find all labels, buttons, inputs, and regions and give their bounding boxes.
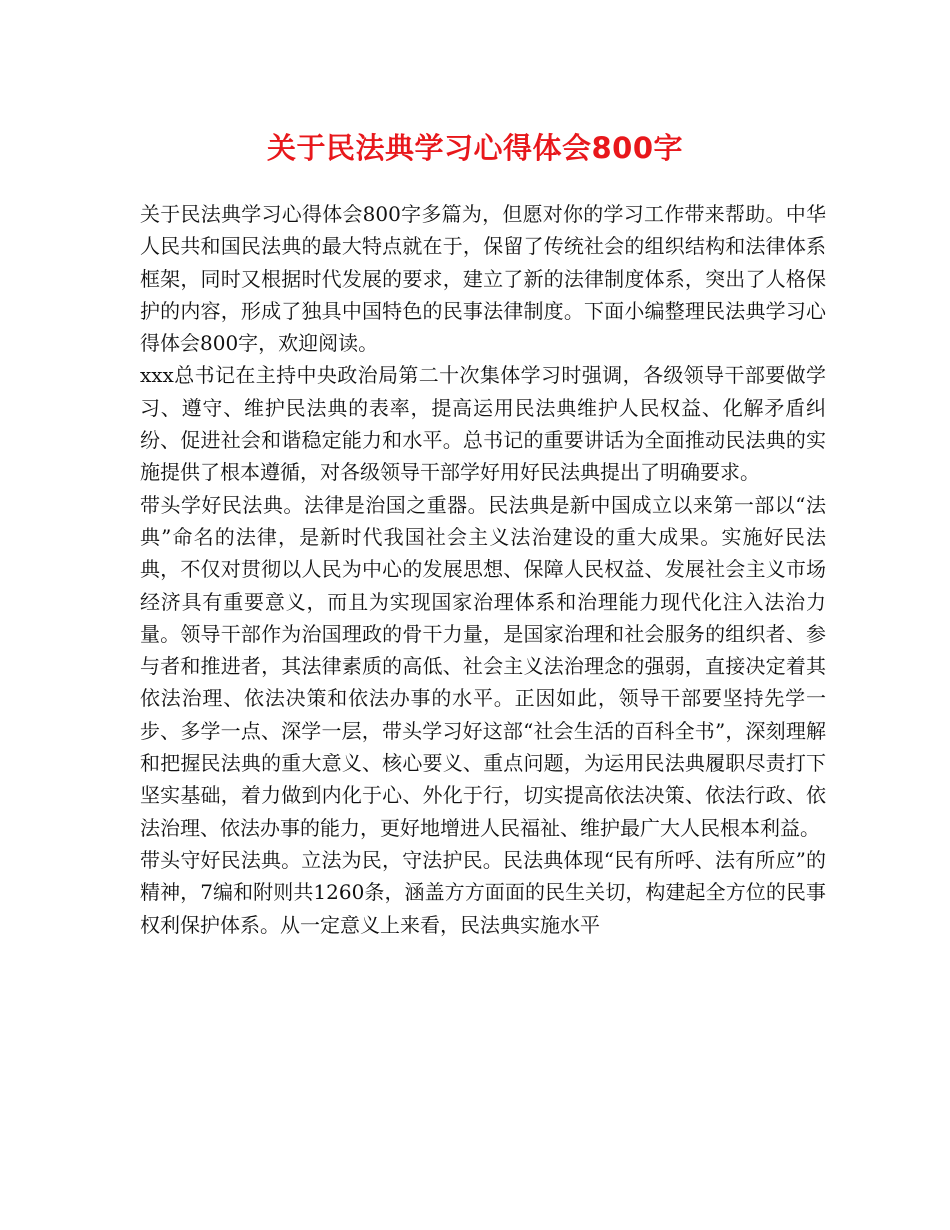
document-title: 关于民法典学习心得体会800字 xyxy=(266,131,684,165)
document-body xyxy=(140,198,826,941)
paragraph-intro: 关于民法典学习心得体会800字多篇为，但愿对你的学习工作带来帮助。中华人民共和国民法典的最大特点就在于，保留了传统社会的组织结构和法律体系框架，同时又根据时代发展的要求，建立了新的法律制度体系，突出了人格保护的内容，形成了独具中国特色的民事法律制度。下面小编整理民法典学习心得体会800字，欢迎阅读。 xyxy=(140,202,826,356)
paragraph-comply: 带头守好民法典。立法为民，守法护民。民法典体现“民有所呼、法有所应”的精神，7编和附则共1260条，涵盖方方面面的民生关切，构建起全方位的民事权利保护体系。从一定意义上来看，民法典实施水平 xyxy=(140,847,826,937)
paragraph-speech: xxx总书记在主持中央政治局第二十次集体学习时强调，各级领导干部要做学习、遵守、维护民法典的表率，提高运用民法典维护人民权益、化解矛盾纠纷、促进社会和谐稳定能力和水平。总书记的重要讲话为全面推动民法典的实施提供了根本遵循，对各级领导干部学好用好民法典提出了明确要求。 xyxy=(140,363,826,485)
paragraph-study: 带头学好民法典。法律是治国之重器。民法典是新中国成立以来第一部以“法典”命名的法律，是新时代我国社会主义法治建设的重大成果。实施好民法典，不仅对贯彻以人民为中心的发展思想、保障人民权益、发展社会主义市场经济具有重要意义，而且为实现国家治理体系和治理能力现代化注入法治力量。领导干部作为治国理政的骨干力量，是国家治理和社会服务的组织者、参与者和推进者，其法律素质的高低、社会主义法治理念的强弱，直接决定着其依法治理、依法决策和依法办事的水平。正因如此，领导干部要坚持先学一步、多学一点、深学一层，带头学习好这部“社会生活的百科全书”，深刻理解和把握民法典的重大意义、核心要义、重点问题，为运用民法典履职尽责打下坚实基础，着力做到内化于心、外化于行，切实提高依法决策、依法行政、依法治理、依法办事的能力，更好地增进人民福祉、维护最广大人民根本利益。 xyxy=(140,492,826,840)
